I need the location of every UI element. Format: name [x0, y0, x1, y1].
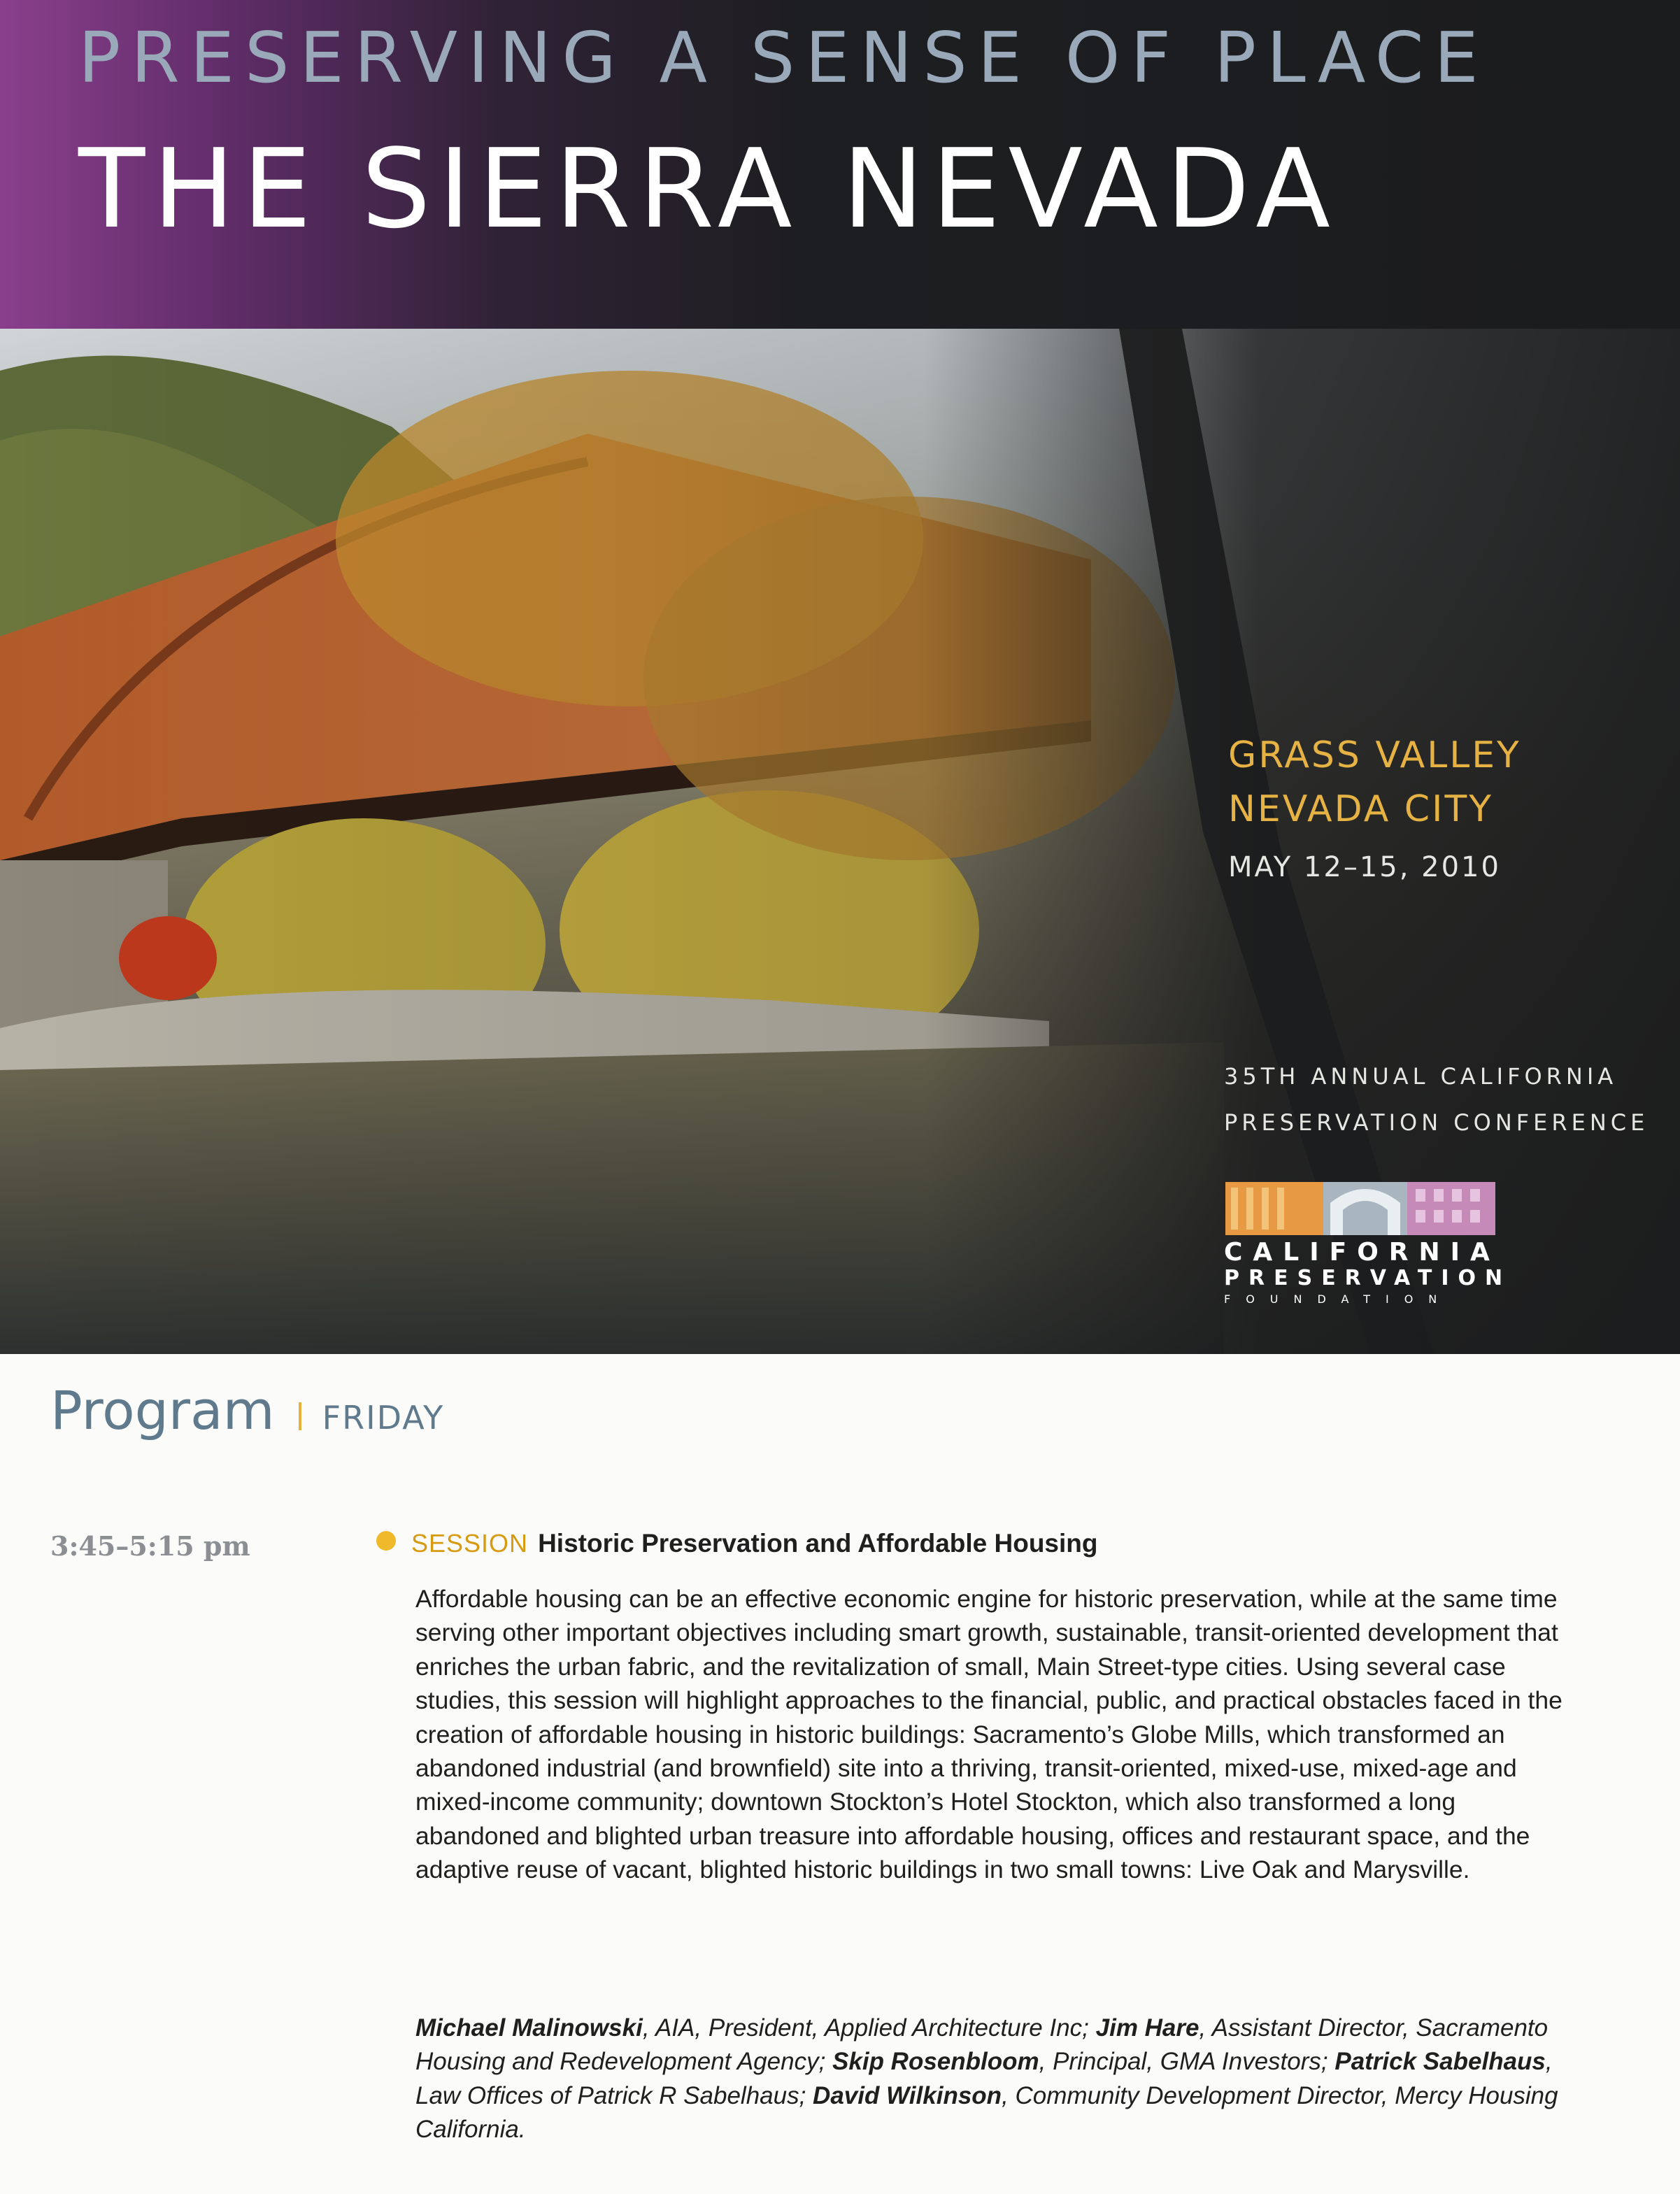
venue-city-1: GRASS VALLEY	[1228, 734, 1521, 776]
session-label: SESSION	[411, 1529, 529, 1558]
heading-divider	[299, 1402, 301, 1430]
speaker-name: Jim Hare	[1095, 2014, 1200, 2042]
header-band	[0, 0, 1680, 329]
speaker-role: , Law Offices of Patrick R Sabelhaus;	[415, 2048, 1553, 2109]
main-title: THE SIERRA NEVADA	[78, 125, 1338, 252]
logo-word-preservation: PRESERVATION	[1224, 1266, 1512, 1290]
speaker-role: , Principal, GMA Investors;	[1039, 2048, 1335, 2076]
speaker-name: Patrick Sabelhaus	[1334, 2048, 1546, 2076]
session-description: Affordable housing can be an effective economic engine for historic preservation, while at the same time serving other important objectives including smart growth, sustainable, transit-oriented development that enriches the urban fabric, and the revitalization of small, Main Street-type cities. Using several case studies, this session will highlight approaches to the financial, public, and practical obstacles faced in the creation of affordable housing in historic buildings: Sacramento’s Globe Mills, which transformed an abandoned industrial (and brownfield) site into a thriving, transit-oriented, mixed-use, mixed-age and mixed-income community; downtown Stockton’s Hotel Stockton, which also transformed a long abandoned and blighted urban treasure into affordable housing, offices and restaurant space, and the adaptive reuse of vacant, blighted historic buildings in two small towns: Live Oak and Marysville.	[415, 1585, 1562, 1884]
program-title: Program	[50, 1379, 275, 1441]
speaker-name: Michael Malinowski	[415, 2014, 643, 2042]
logo-word-foundation: FOUNDATION	[1224, 1292, 1453, 1306]
speaker-name: David Wilkinson	[813, 2081, 1002, 2109]
bullet-icon	[376, 1531, 396, 1551]
speaker-name: Skip Rosenbloom	[832, 2048, 1039, 2076]
speaker-role: , Assistant Director, Sacramento Housing and Redevelopment Agency;	[415, 2014, 1549, 2076]
speaker-role: , Community Development Director, Mercy Housing California.	[415, 2081, 1558, 2144]
program-heading	[50, 1379, 444, 1441]
tagline: PRESERVING A SENSE OF PLACE	[78, 17, 1489, 99]
session-heading	[376, 1529, 1098, 1558]
venue-city-2: NEVADA CITY	[1228, 788, 1493, 830]
logo-word-california: CALIFORNIA	[1224, 1238, 1500, 1267]
speaker-list	[415, 2011, 1576, 2147]
program-day: FRIDAY	[322, 1399, 445, 1437]
conference-line-2: PRESERVATION CONFERENCE	[1224, 1109, 1649, 1136]
session-time: 3:45–5:15 pm	[50, 1530, 250, 1562]
conference-line-1: 35TH ANNUAL CALIFORNIA	[1224, 1063, 1618, 1090]
foundation-logo-icon	[1225, 1182, 1495, 1235]
venue-dates: MAY 12–15, 2010	[1228, 851, 1501, 883]
session-title: Historic Preservation and Affordable Housing	[538, 1529, 1098, 1558]
speaker-role: , AIA, President, Applied Architecture Inc;	[642, 2014, 1096, 2042]
